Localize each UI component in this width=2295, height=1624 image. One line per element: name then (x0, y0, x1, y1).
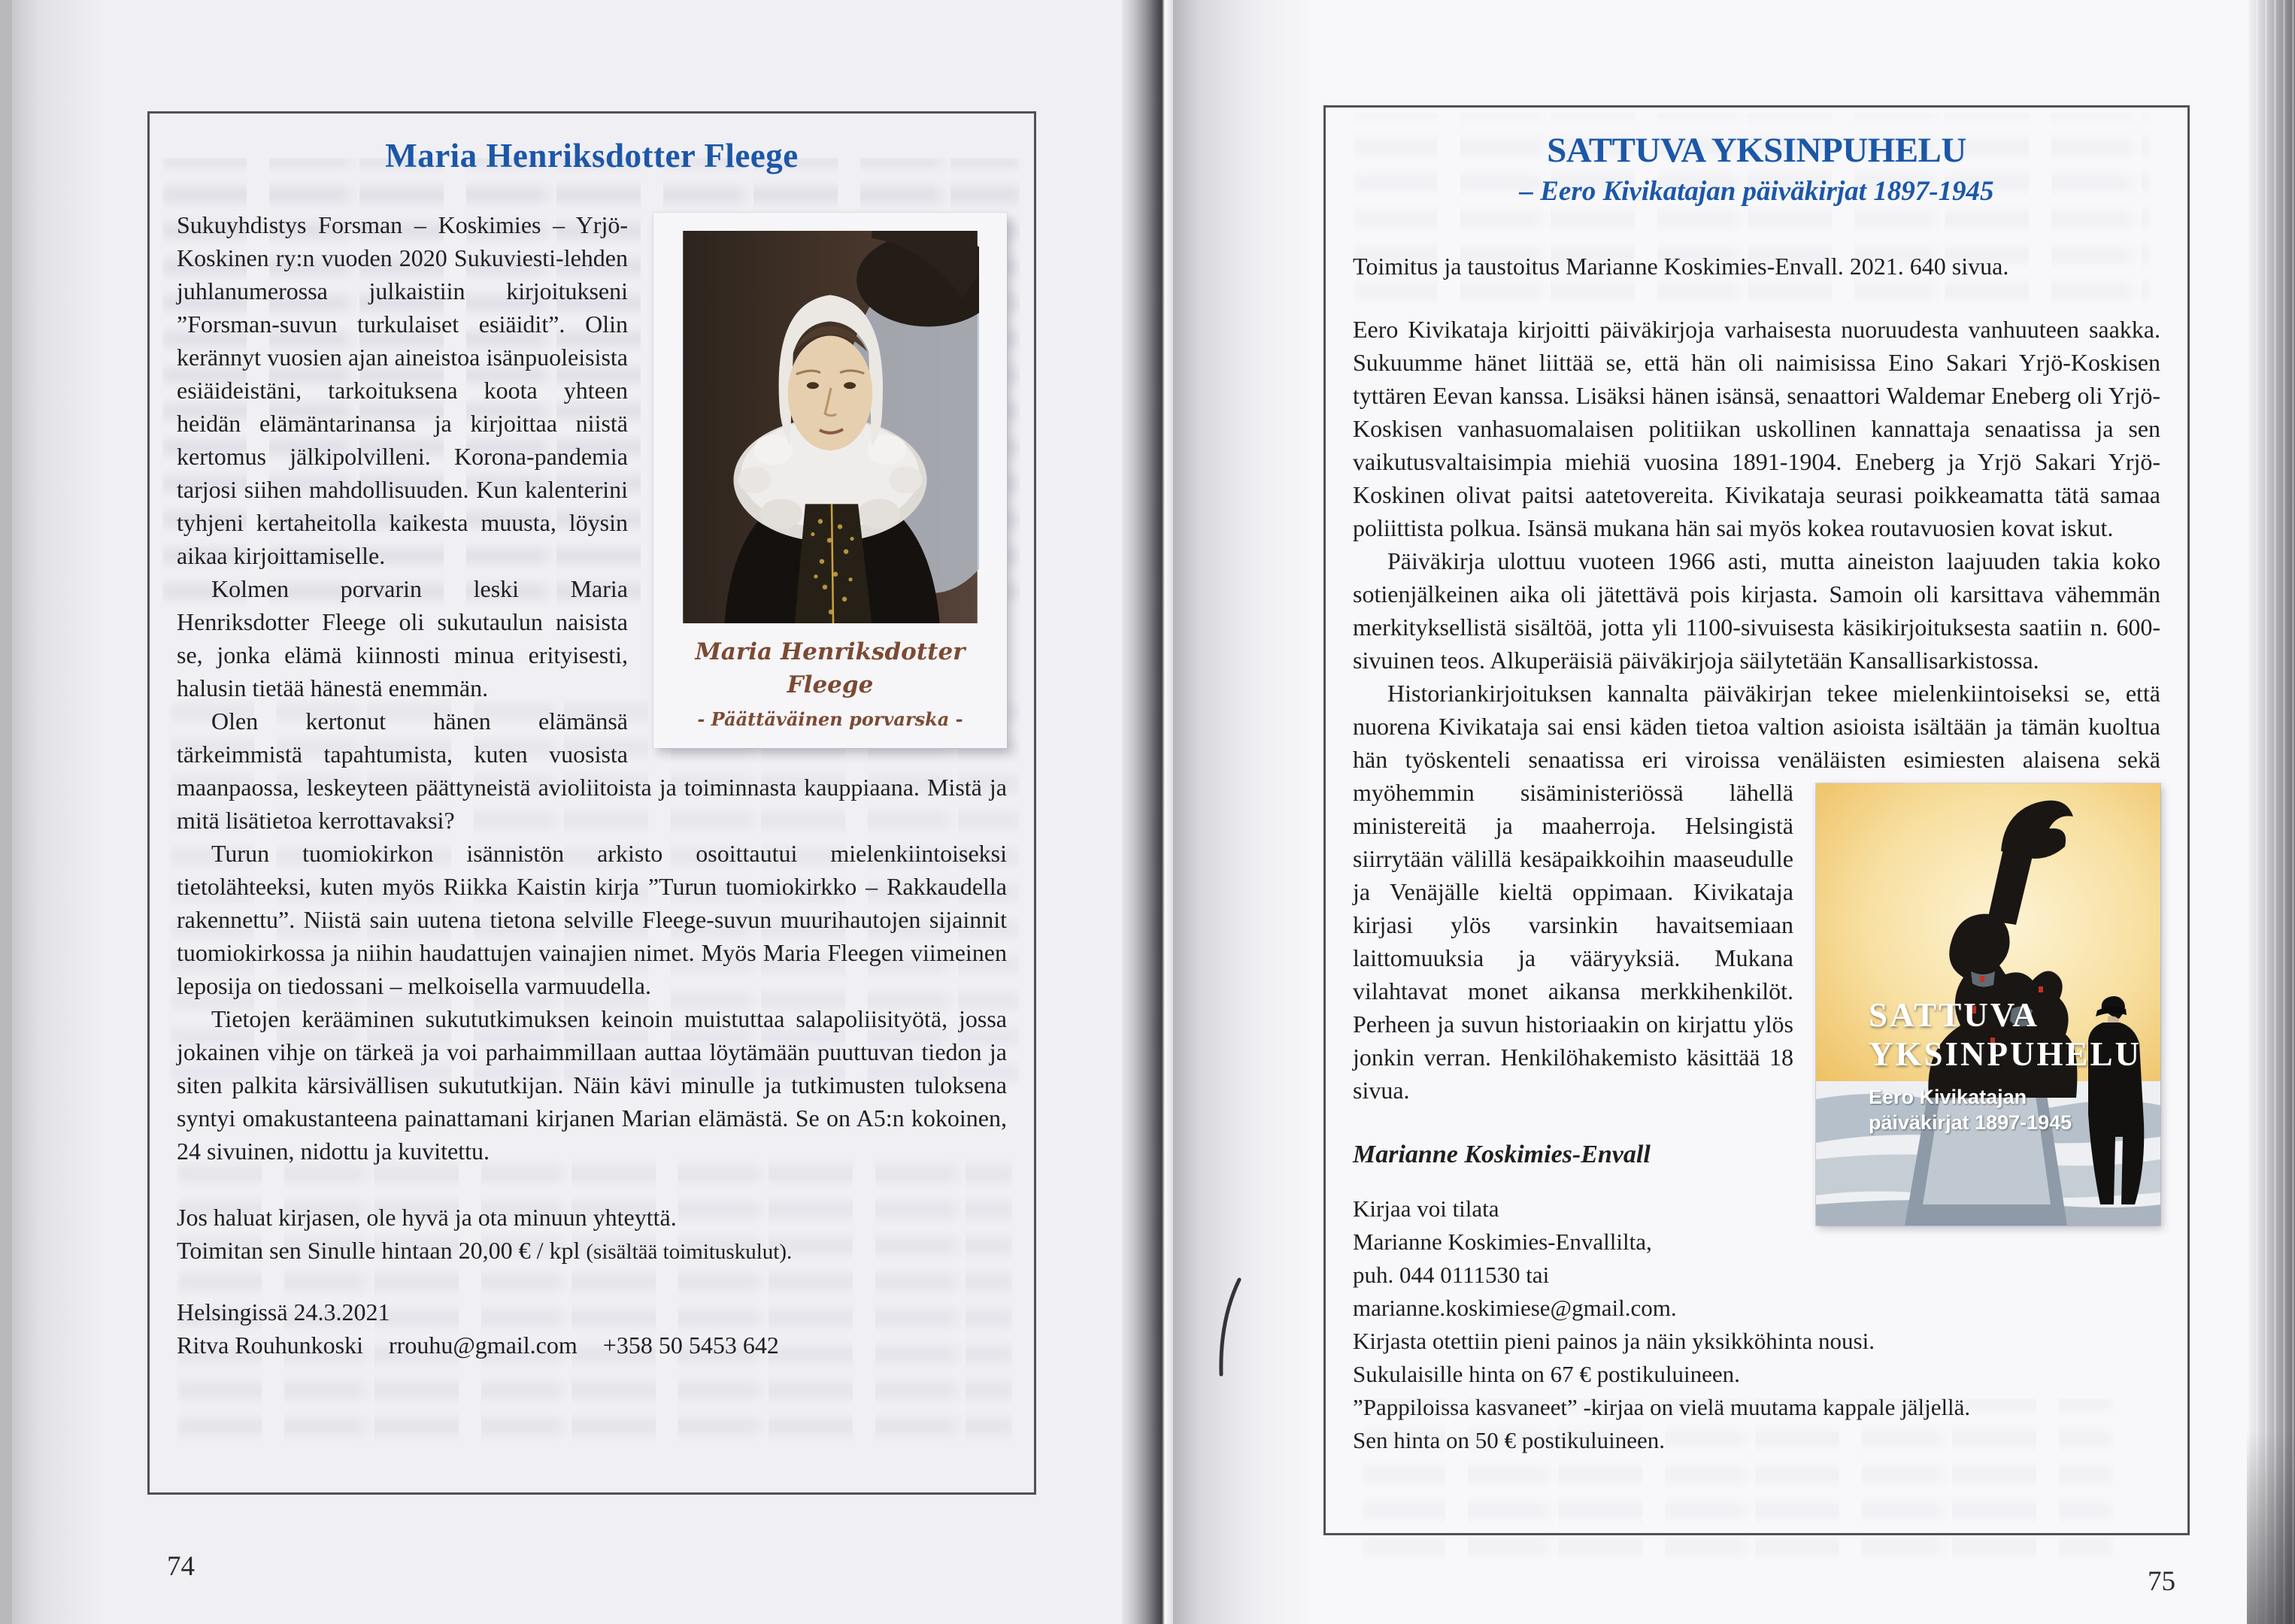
left-article-title: Maria Henriksdotter Fleege (385, 137, 799, 174)
order-line: marianne.koskimiese@gmail.com. (1353, 1295, 1677, 1321)
body-text-segment: sisäministeriössä lähellä ministereitä ja maaherroja. Helsingistä siirrytään välillä kesäpaikkoihin maaseudulle ja Venäjälle kieltä oppimaan. Kivikataja kirjasi ylös varsinkin havaitsemiaan laittomuuksia ja vääryyksiä. Mukana vilahtavat monet aikansa merkkihenkilöt. Perheen ja suvun historiaakin on kirjattu ylös jonkin verran. Henkilöhakemisto käsittää 18 sivua. (1353, 779, 1794, 1104)
order-info-block (1353, 1192, 2160, 1457)
signoff-email: rrouhu@gmail.com (389, 1332, 578, 1359)
right-article-body (1353, 250, 2160, 1457)
offer-line (177, 1234, 1007, 1268)
order-line: Kirjasta otettiin pieni painos ja näin yksikköhinta nousi. (1353, 1328, 1875, 1354)
page-edge-stack (2247, 0, 2295, 1624)
body-paragraph: Tietojen kerääminen sukututkimuksen keinoin muistuttaa salapoliisityötä, jossa jokainen vihje on tärkeä ja voi parhaimmillaan auttaa löytämään puuttuvan tiedon ja siten palkita kärsivällisen sukututkijan. Näin kävi minulle ja tutkimusten tuloksena syntyi omakustanteena painattamani kirjanen Marian elämästä. Se on A5:n kokoinen, 24 sivuinen, nidottu ja kuvitettu. (177, 1005, 1007, 1165)
body-paragraph (1353, 677, 2160, 1134)
portrait-caption-name: Maria Henriksdotter Fleege (695, 638, 966, 698)
body-paragraph: Olen kertonut hänen elämänsä tärkeimmistä tapahtumista, kuten vuosista maanpaossa, leskeyteen päättyneistä avioliitoista ja toiminnasta kauppiaana. Mistä ja mitä lisätietoa kerrottavaksi? (177, 707, 1007, 834)
portrait-caption-subtitle: - Päättäväinen porvarska - (697, 708, 963, 730)
author-name: Marianne Koskimies-Envall (1353, 1141, 1651, 1168)
left-article-body (177, 208, 1007, 1362)
page-number-right: 75 (2148, 1566, 2175, 1597)
order-line: Marianne Koskimies-Envallilta, (1353, 1229, 1652, 1255)
right-article-subtitle: – Eero Kivikatajan päiväkirjat 1897-1945 (1519, 176, 1994, 207)
order-line: puh. 044 0111530 tai (1353, 1262, 1550, 1288)
cover-subtitle-line: päiväkirjat 1897-1945 (1869, 1111, 2072, 1134)
book-spine-shadow (1122, 0, 1173, 1624)
book-cover-image (1816, 783, 2160, 1226)
offer-price-note: (sisältää toimituskulut). (586, 1240, 793, 1264)
right-article-frame (1323, 105, 2190, 1535)
body-paragraph: Eero Kivikataja kirjoitti päiväkirjoja varhaisesta nuoruudesta vanhuuteen saakka. Sukuumme hänet liittää se, että hän oli naimisissa Eino Sakari Yrjö-Koskisen tyttären Eevan kanssa. Lisäksi hänen isänsä, senaattori Waldemar Eneberg oli Yrjö-Koskisen vanhasuomalaisen politiikan uskollinen kannattaja senaatissa ja sen vaikutusvaltaisimpia miehiä vuosina 1891-1904. Eneberg ja Yrjö Sakari Yrjö-Koskinen olivat paitsi aatetovereita. Kivikataja seurasi poikkeamatta tätä samaa poliittista polkua. Isänsä mukana hän sai myös kokea routavuosien kovat iskut. (1353, 316, 2160, 541)
signoff-phone: +358 50 5453 642 (602, 1332, 779, 1359)
signoff-place-date: Helsingissä 24.3.2021 (177, 1298, 390, 1326)
portrait-painting-icon (681, 231, 979, 623)
signoff-contact-line (177, 1329, 1007, 1362)
cover-title-line: SATTUVA (1869, 996, 2039, 1034)
credits-line: Toimitus ja taustoitus Marianne Koskimies-Envall. 2021. 640 sivua. (1353, 253, 2009, 280)
order-line: Sen hinta on 50 € postikuluineen. (1353, 1427, 1666, 1453)
order-line: Sukulaisille hinta on 67 € postikuluineen. (1353, 1361, 1740, 1387)
signoff-name: Ritva Rouhunkoski (177, 1332, 364, 1359)
book-cover-text (1834, 995, 2153, 1135)
body-paragraph: Kolmen porvarin leski Maria Henriksdotter Fleege oli sukutaulun naisista se, jonka elämä kiinnosti minua erityisesti, halusin tietää hänestä enemmän. (177, 575, 628, 701)
offer-line: Jos haluat kirjasen, ole hyvä ja ota minuun yhteyttä. (177, 1204, 677, 1231)
offer-price-text: Toimitan sen Sinulle hintaan 20,00 € / kpl (177, 1237, 587, 1264)
order-line: Kirjaa voi tilata (1353, 1195, 1499, 1222)
order-line: ”Pappiloissa kasvaneet” -kirjaa on vielä muutama kappale jäljellä. (1353, 1394, 1971, 1420)
pen-mark (1209, 1277, 1245, 1379)
right-article-title: SATTUVA YKSINPUHELU (1547, 131, 1966, 170)
body-paragraph: Sukuyhdistys Forsman – Koskimies – Yrjö-Koskinen ry:n vuoden 2020 Sukuviesti-lehden juhlanumerossa julkaistiin kirjoitukseni ”Forsman-suvun turkulaiset esiäidit”. Olin kerännyt vuosien ajan aineistoa isänpuoleisista esiäideistäni, tarkoituksena koota yhteen heidän elämäntarinansa ja kirjoittaa niistä kertomus jälkipolvilleni. Korona-pandemia tarjosi siihen mahdollisuuden. Kun kalenterini tyhjeni kertaheitolla kaikesta muusta, löysin aikaa kirjoittamiselle. (177, 211, 628, 569)
body-text-segment: Historiankirjoituksen kannalta päiväkirjan tekee mielenkiintoiseksi se, että nuorena Kivikataja sai ensi käden tietoa valtion asioista isältään ja tämän kuoltua hän työskenteli senaatissa eri viroissa venäläisten esimiesten alaisena sekä myöhemmin (1353, 680, 2160, 806)
page-number-left: 74 (167, 1551, 195, 1582)
cover-title-line: YKSINPUHELU (1869, 1035, 2142, 1073)
cover-subtitle-line: Eero Kivikatajan (1869, 1086, 2027, 1108)
body-paragraph: Turun tuomiokirkon isännistön arkisto osoittautui mielenkiintoiseksi tietolähteeksi, kuten myös Riikka Kaistin kirja ”Turun tuomiokirkko – Rakkaudella rakennettu”. Niistä sain uutena tietona selville Fleege-suvun muurihautojen sijainnit tuomiokirkossa ja niihin haudattujen vainajien nimet. Myös Maria Fleegen viimeinen leposija on tiedossani – melkoisella varmuudella. (177, 840, 1007, 999)
portrait-figure (653, 213, 1007, 748)
body-paragraph: Päiväkirja ulottuu vuoteen 1966 asti, mutta aineiston laajuuden takia koko sotienjälkeinen aika oli jätettävä pois kirjasta. Samoin oli karsittava vähemmän merkityksellistä sisältöä, jotta yli 1100-sivuisesta käsikirjoituksesta saatiin n. 600-sivuinen teos. Alkuperäisiä päiväkirjoja säilytetään Kansallisarkistossa. (1353, 547, 2160, 674)
left-article-frame (147, 111, 1036, 1495)
